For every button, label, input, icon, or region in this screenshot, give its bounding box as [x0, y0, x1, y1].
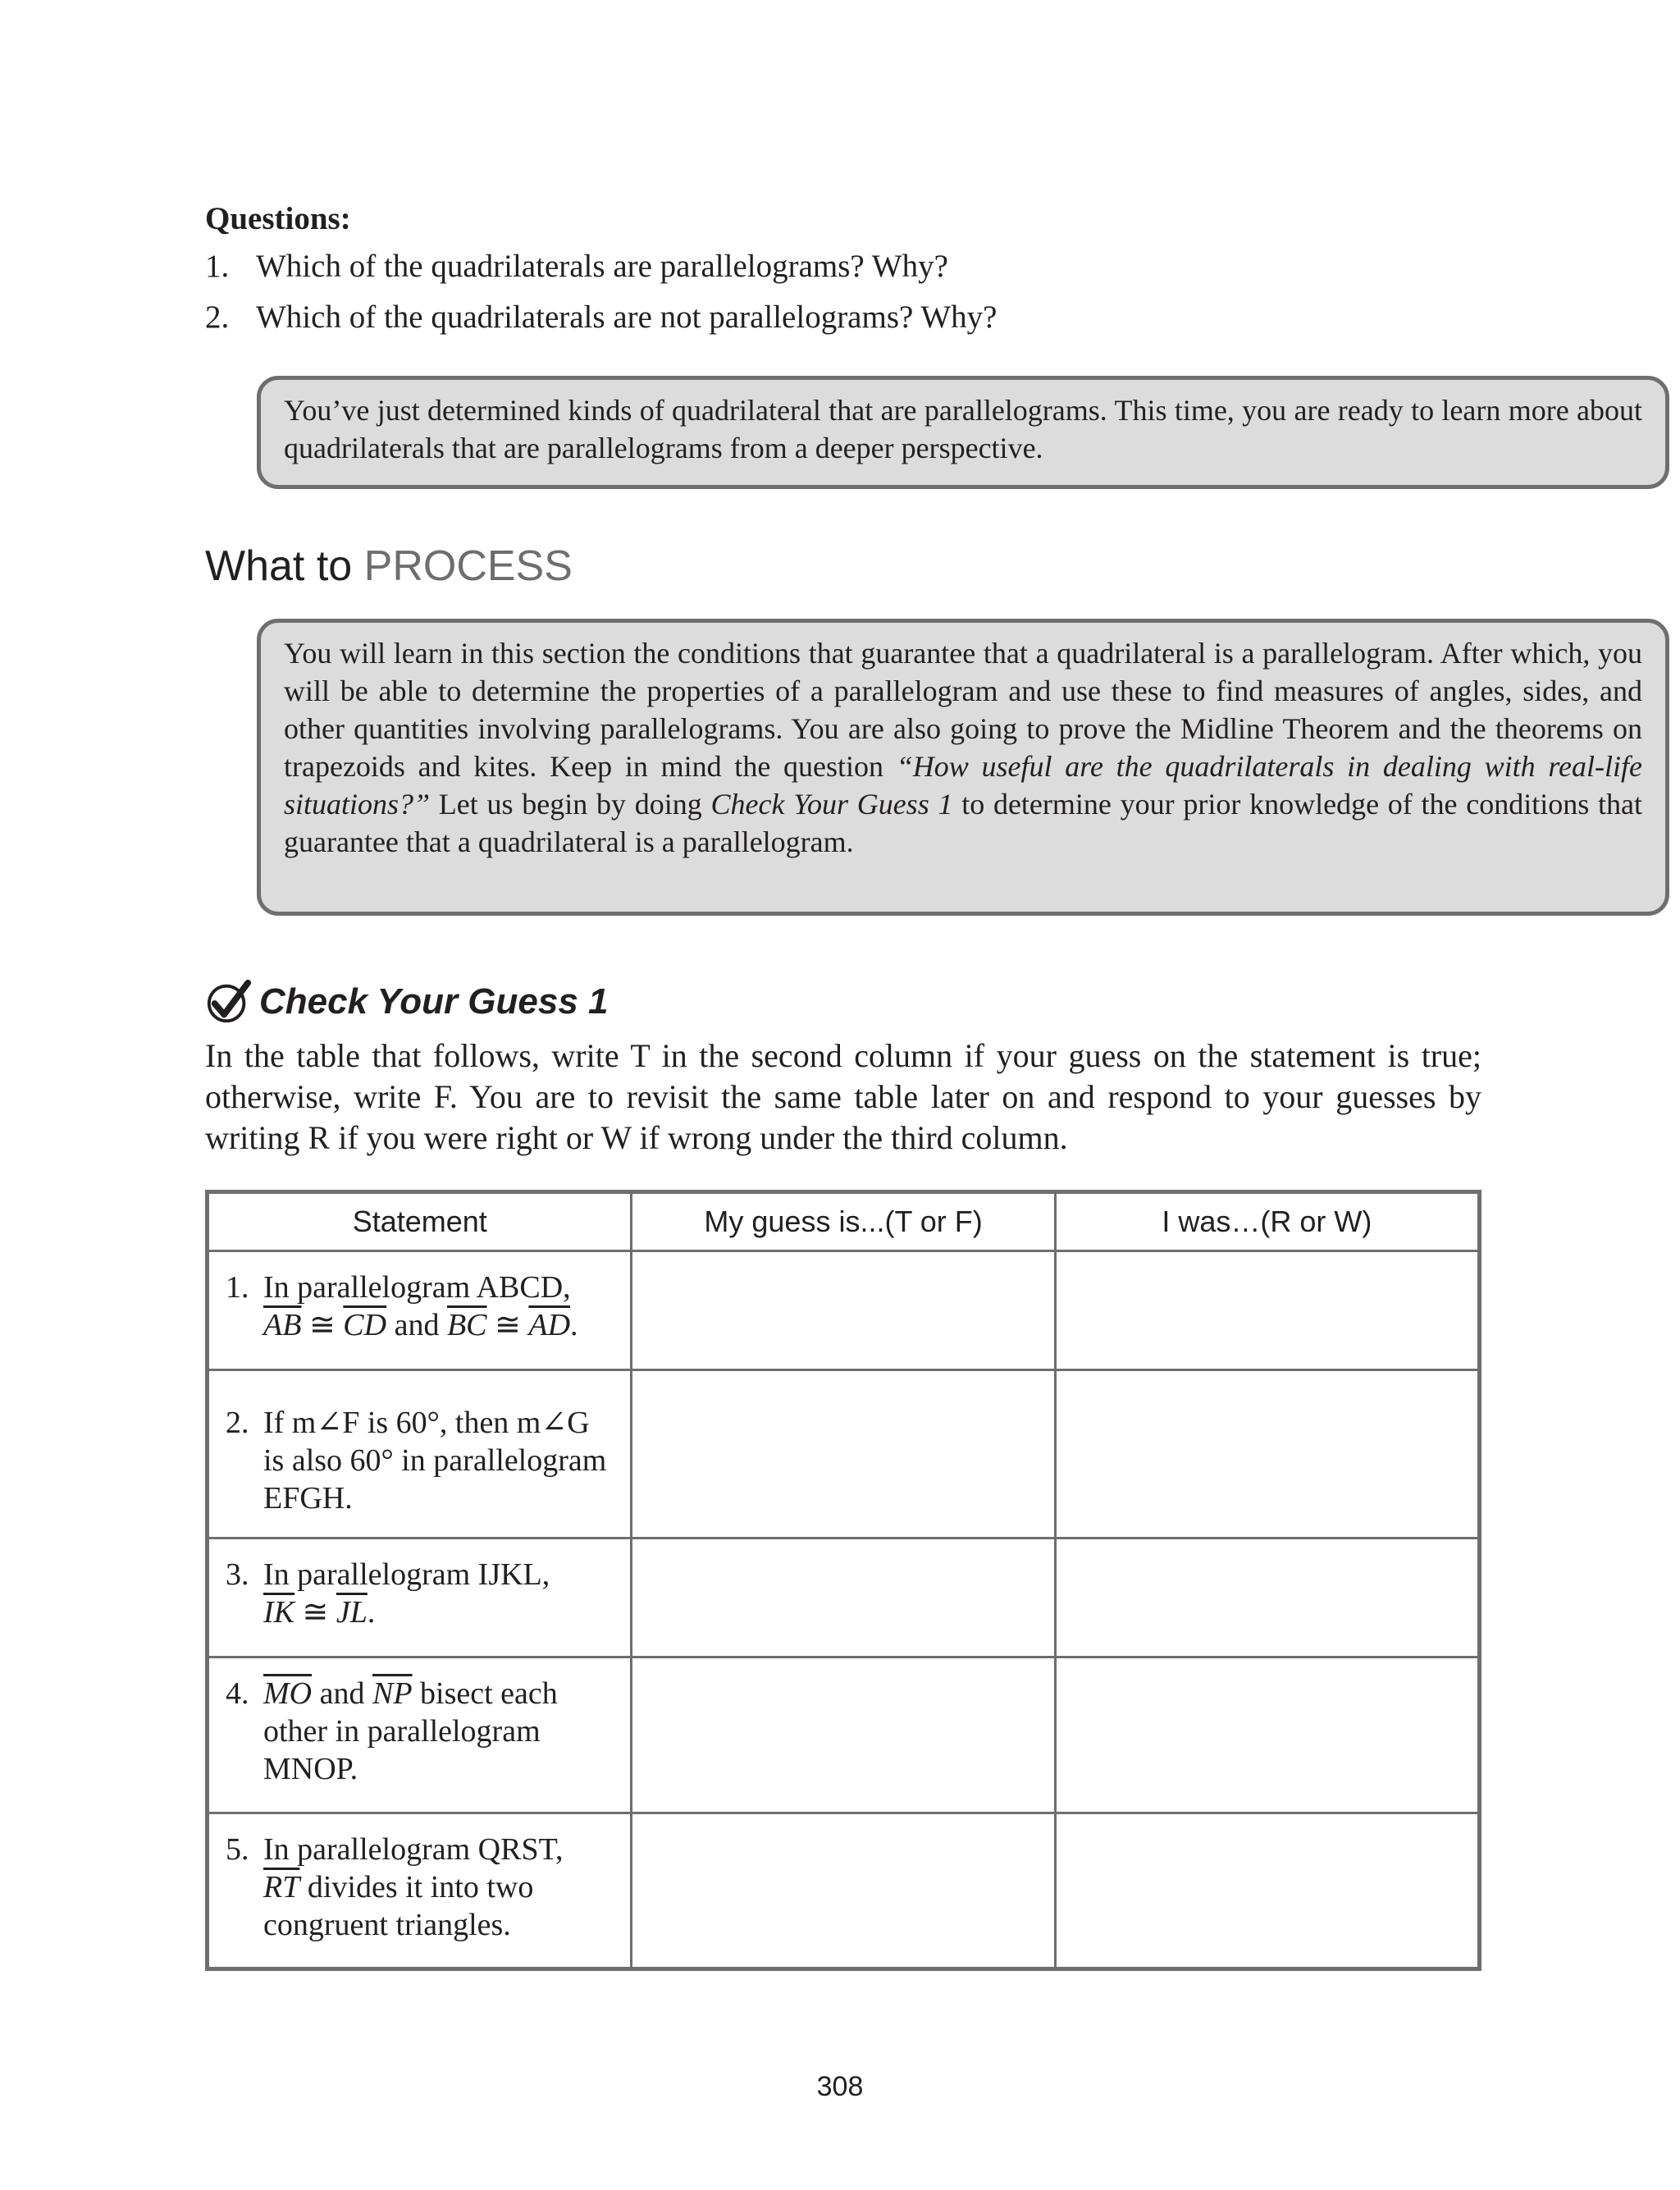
guess-table: [205, 1190, 1481, 1971]
result-cell[interactable]: [1055, 1538, 1479, 1657]
statement-number: 1.: [226, 1270, 249, 1305]
transition-callout: You’ve just determined kinds of quadrilateral that are parallelograms. This time, you are ready to learn more about quadrilaterals that are parallelograms from a deeper perspective.: [257, 376, 1669, 489]
process-text: Let us begin by doing: [430, 788, 711, 821]
segment: $\overline{RT}$: [263, 1870, 300, 1904]
statement-text: [263, 1675, 617, 1788]
column-header-guess: My guess is...(T or F): [632, 1192, 1055, 1251]
question-number: 2.: [205, 299, 230, 335]
table-row: [208, 1251, 1480, 1370]
process-callout: [257, 619, 1669, 916]
column-header-statement: Statement: [208, 1192, 632, 1251]
statement-phrase: .: [570, 1308, 578, 1342]
guess-cell[interactable]: [632, 1538, 1055, 1657]
statement-phrase: In parallelogram IJKL,: [263, 1557, 550, 1592]
statement-phrase: divides it into two congruent triangles.: [263, 1870, 534, 1942]
result-cell[interactable]: [1055, 1657, 1479, 1813]
statement-number: 3.: [226, 1557, 249, 1592]
table-row: [208, 1813, 1480, 1969]
checkmark-icon: [205, 978, 253, 1026]
question-item: [205, 299, 997, 336]
statement-text: If m∠F is 60°, then m∠G is also 60° in parallelogram EFGH.: [263, 1406, 607, 1516]
statement-phrase: In parallelogram ABCD,: [263, 1270, 571, 1305]
column-header-result: I was…(R or W): [1055, 1192, 1479, 1251]
question-item: [205, 248, 948, 285]
congruent-symbol: ≅: [486, 1308, 529, 1342]
activity-title: Check Your Guess 1: [259, 981, 609, 1022]
segment: $\overline{BC}$: [446, 1308, 487, 1342]
segment: $\overline{CD}$: [343, 1308, 387, 1342]
section-heading-lead: What to: [205, 542, 364, 590]
essential-question: “How useful are the quadrilaterals in dealing with real-life situations?”: [284, 750, 1642, 821]
statement-cell: [208, 1370, 632, 1538]
congruent-symbol: ≅: [301, 1308, 344, 1342]
statement-text: [263, 1556, 550, 1631]
questions-heading: Questions:: [205, 201, 351, 236]
statement-text: [263, 1269, 578, 1344]
process-text: to determine your prior knowledge of the conditions that guarantee that a quadrilateral is a parallelogram.: [284, 788, 1642, 858]
question-text: Which of the quadrilaterals are parallelograms? Why?: [256, 249, 948, 284]
page-number: 308: [816, 2071, 864, 2102]
result-cell[interactable]: [1055, 1370, 1479, 1538]
statement-number: 4.: [226, 1676, 249, 1711]
statement-number: 5.: [226, 1832, 249, 1867]
table-row: [208, 1657, 1480, 1813]
segment: $\overline{NP}$: [372, 1676, 413, 1711]
statement-text: [263, 1831, 617, 1944]
statement-phrase: bisect each other in parallelogram MNOP.: [263, 1676, 558, 1786]
activity-heading: [205, 978, 609, 1026]
activity-instructions: In the table that follows, write T in the second column if your guess on the statement is true; otherwise, write F. You are to revisit the same table later on and respond to your guesses by writing R if you were right or W if wrong under the third column.: [205, 1037, 1481, 1156]
statement-cell: [208, 1538, 632, 1657]
section-heading: [205, 542, 573, 591]
result-cell[interactable]: [1055, 1813, 1479, 1969]
guess-cell[interactable]: [632, 1813, 1055, 1969]
statement-phrase: and: [312, 1676, 372, 1711]
question-number: 1.: [205, 249, 230, 284]
statement-cell: [208, 1813, 632, 1969]
segment: $\overline{JL}$: [336, 1595, 368, 1630]
statement-phrase: In parallelogram QRST,: [263, 1832, 564, 1867]
segment: $\overline{IK}$: [263, 1595, 294, 1630]
statement-phrase: .: [367, 1595, 376, 1630]
result-cell[interactable]: [1055, 1251, 1479, 1370]
question-text: Which of the quadrilaterals are not parallelograms? Why?: [256, 299, 998, 335]
guess-cell[interactable]: [632, 1370, 1055, 1538]
statement-cell: [208, 1657, 632, 1813]
statement-number: 2.: [226, 1406, 249, 1440]
statement-cell: [208, 1251, 632, 1370]
guess-cell[interactable]: [632, 1251, 1055, 1370]
statement-phrase: and: [386, 1308, 447, 1342]
congruent-symbol: ≅: [294, 1595, 336, 1630]
segment: $\overline{AB}$: [263, 1308, 302, 1342]
table-row: [208, 1370, 1480, 1538]
activity-name: Check Your Guess 1: [710, 788, 953, 821]
segment: $\overline{MO}$: [263, 1676, 313, 1711]
process-text: You will learn in this section the conditions that guarantee that a quadrilateral is a parallelogram. After which, you will be able to determine the properties of a parallelogram and use these to find measures of angles, sides, and other quantities involving parallelograms. You are also going to prove the Midline Theorem and the theorems on trapezoids and kites. Keep in mind the question: [284, 637, 1642, 783]
section-heading-accent: PROCESS: [363, 542, 573, 590]
guess-cell[interactable]: [632, 1657, 1055, 1813]
table-row: [208, 1538, 1480, 1657]
table-header-row: [208, 1192, 1480, 1251]
segment: $\overline{AD}$: [528, 1308, 571, 1342]
